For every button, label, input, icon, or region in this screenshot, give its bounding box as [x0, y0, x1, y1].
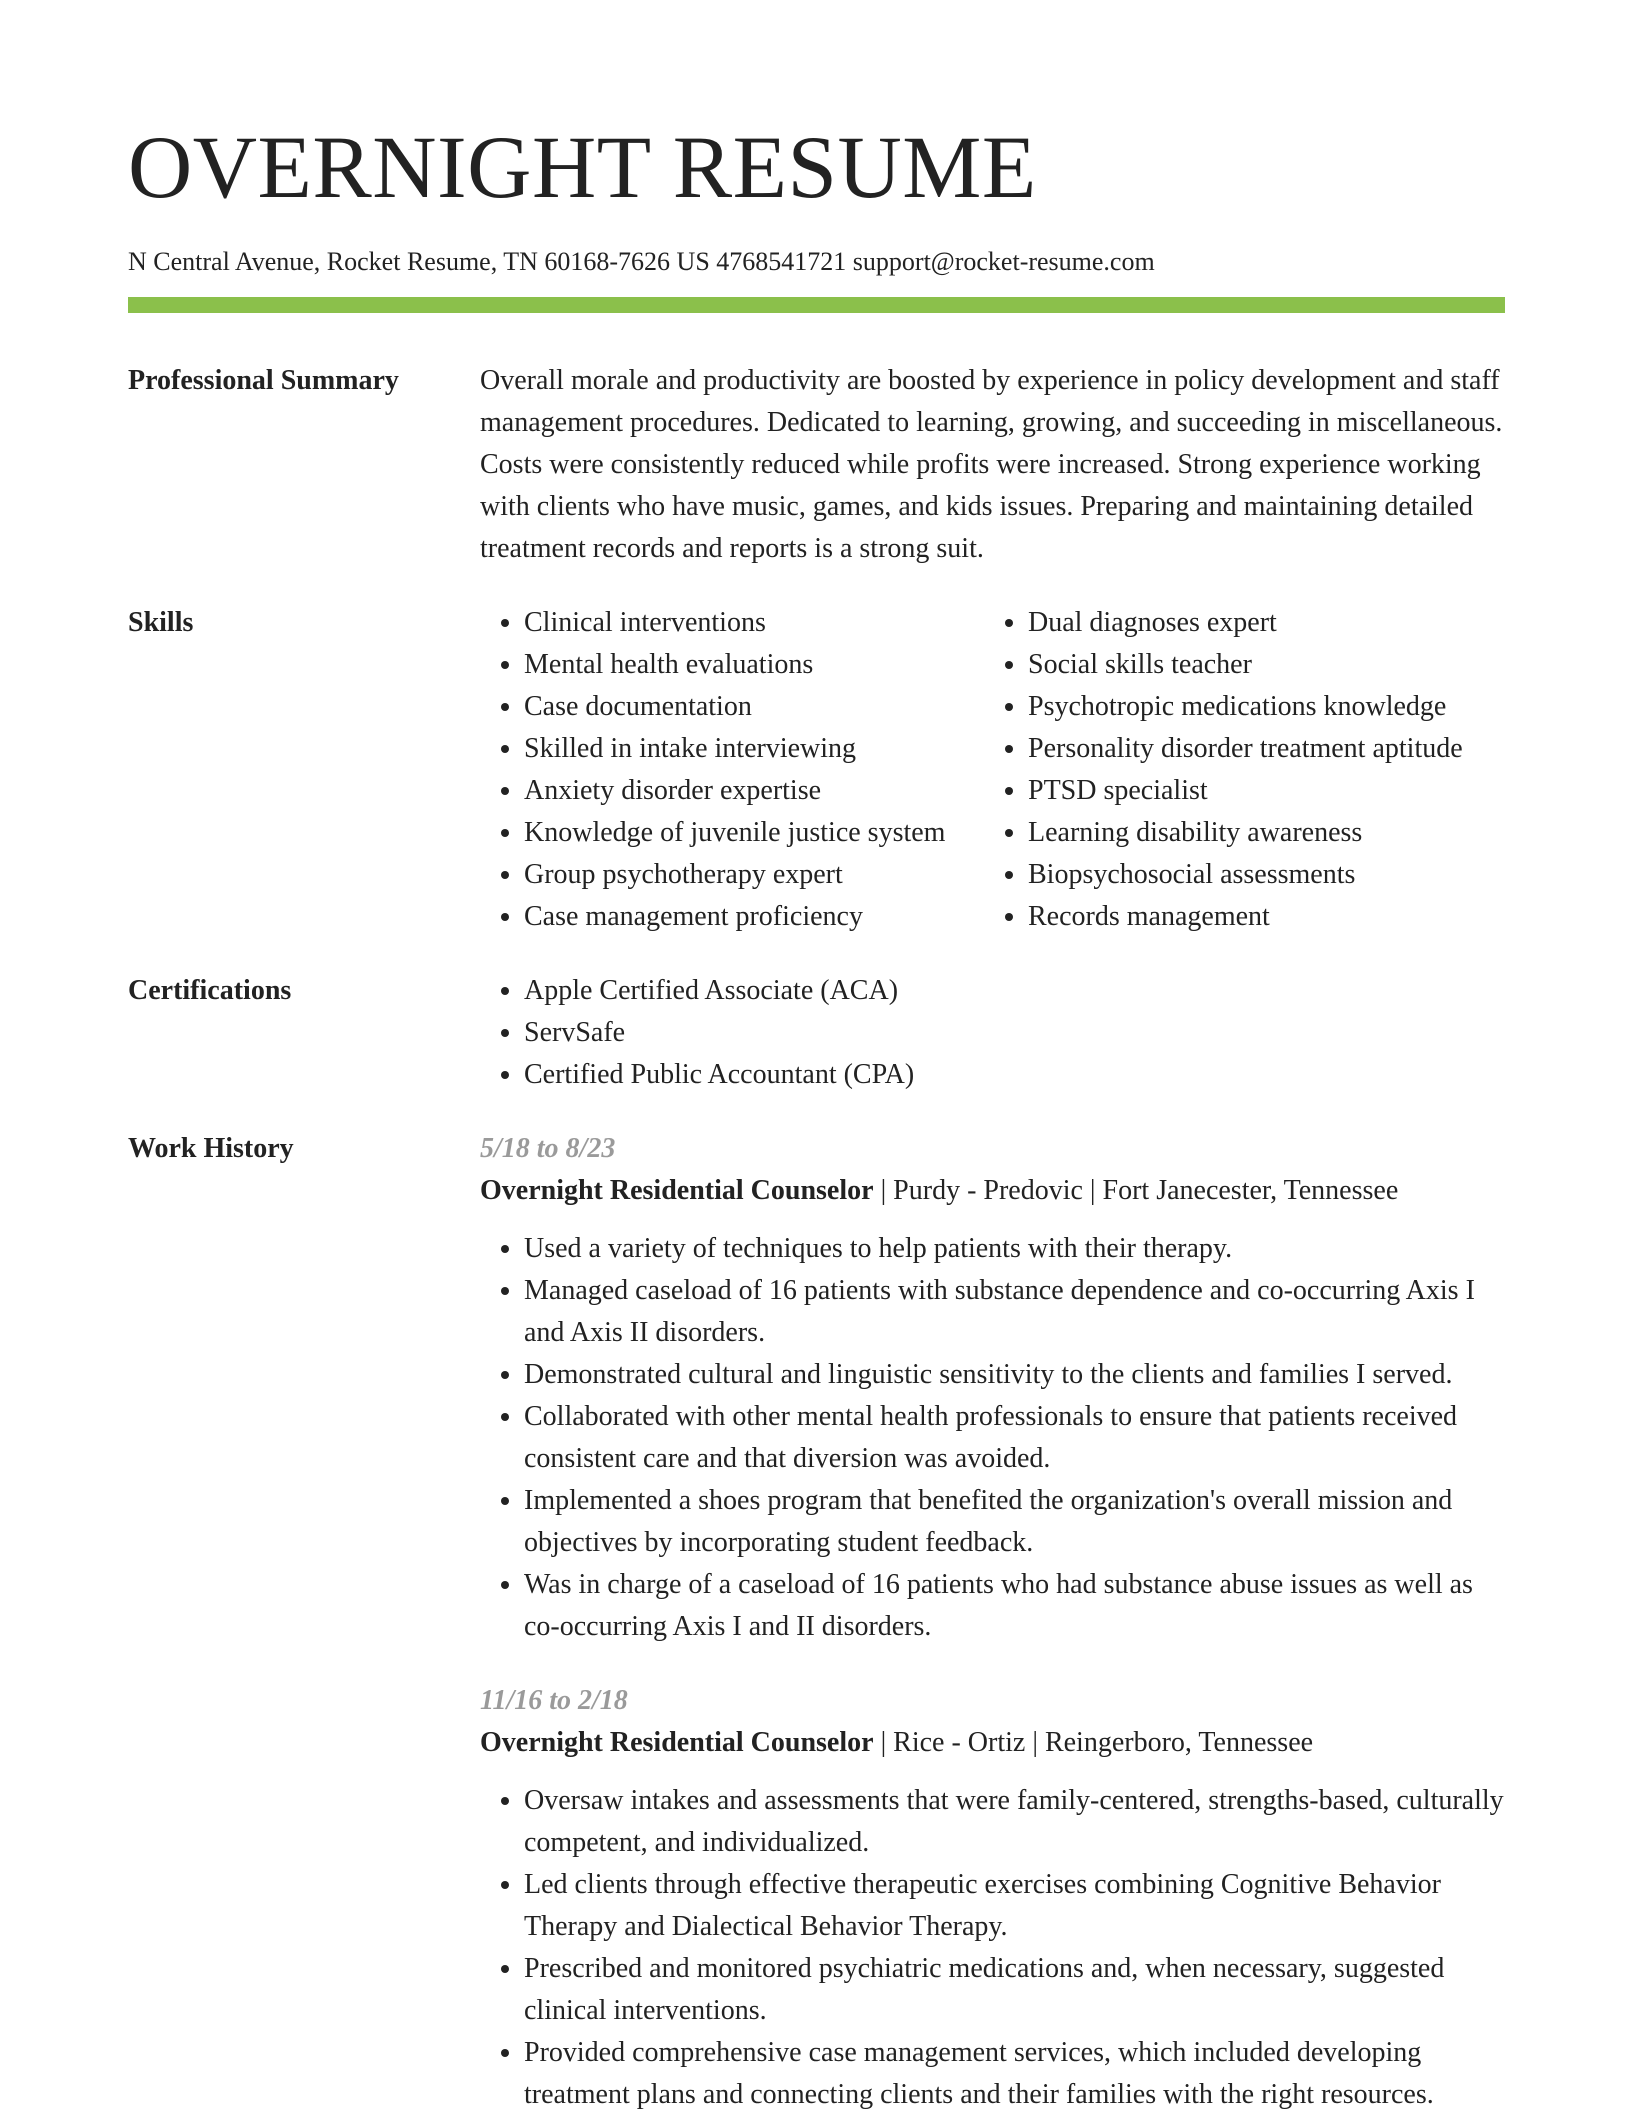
job-title: Overnight Residential Counselor — [480, 1175, 874, 1207]
skills-list-left — [480, 602, 984, 938]
skill-item: • Psychotropic medications knowledge — [1028, 686, 1505, 728]
job-dates: 11/16 to 2/18 — [480, 1685, 628, 1717]
section-title: Professional Summary — [128, 365, 399, 397]
section-skills — [128, 602, 1505, 938]
job-header — [480, 1170, 1505, 1212]
job-bullet: • Was in charge of a caseload of 16 patients who had substance abuse issues as well as co-occurring Axis I and II disorders. — [524, 1564, 1505, 1648]
job-entry — [480, 1128, 1505, 1648]
job-company-location: | Purdy - Predovic | Fort Janecester, Tennessee — [873, 1175, 1399, 1207]
skill-item: • Mental health evaluations — [524, 644, 984, 686]
certification-item: • Apple Certified Associate (ACA) — [524, 970, 1505, 1012]
job-title: Overnight Residential Counselor — [480, 1727, 874, 1759]
work-history-body — [480, 1128, 1505, 2116]
job-dates: 5/18 to 8/23 — [480, 1133, 616, 1165]
certifications-list — [480, 970, 1505, 1096]
resume-name: OVERNIGHT RESUME — [128, 119, 1037, 217]
skill-item: • Personality disorder treatment aptitude — [1028, 728, 1505, 770]
skills-list-right — [984, 602, 1505, 938]
job-bullet: • Collaborated with other mental health professionals to ensure that patients received consistent care and that diversion was avoided. — [524, 1396, 1505, 1480]
accent-rule — [128, 297, 1505, 313]
skill-item: • Biopsychosocial assessments — [1028, 854, 1505, 896]
job-entry — [480, 1680, 1505, 2116]
section-professional-summary — [128, 360, 1505, 570]
job-bullet: • Oversaw intakes and assessments that were family-centered, strengths-based, culturally competent, and individualized. — [524, 1780, 1505, 1864]
section-certifications — [128, 970, 1505, 1096]
skills-columns — [480, 602, 1505, 938]
job-bullet: • Led clients through effective therapeutic exercises combining Cognitive Behavior Therapy and Dialectical Behavior Therapy. — [524, 1864, 1505, 1948]
skill-item: • Dual diagnoses expert — [1028, 602, 1505, 644]
section-title: Skills — [128, 607, 194, 639]
skill-item: • Learning disability awareness — [1028, 812, 1505, 854]
skill-item: • Skilled in intake interviewing — [524, 728, 984, 770]
job-bullet: • Used a variety of techniques to help patients with their therapy. — [524, 1228, 1505, 1270]
job-header — [480, 1722, 1505, 1764]
job-bullet: • Prescribed and monitored psychiatric medications and, when necessary, suggested clinical interventions. — [524, 1948, 1505, 2032]
skill-item: • Knowledge of juvenile justice system — [524, 812, 984, 854]
skill-item: • Anxiety disorder expertise — [524, 770, 984, 812]
skill-item: • Case management proficiency — [524, 896, 984, 938]
job-bullets — [480, 1780, 1505, 2116]
job-bullet: • Demonstrated cultural and linguistic sensitivity to the clients and families I served. — [524, 1354, 1505, 1396]
skill-item: • Records management — [1028, 896, 1505, 938]
summary-text: Overall morale and productivity are boosted by experience in policy development and staff management procedures. Dedicated to learning, growing, and succeeding in miscellaneous. Costs were consistently reduced while profits were increased. Strong experience working with clients who have music, games, and kids issues. Preparing and maintaining detailed treatment records and reports is a strong suit. — [480, 365, 1503, 565]
certification-item: • Certified Public Accountant (CPA) — [524, 1054, 1505, 1096]
certifications-body — [480, 970, 1505, 1096]
skill-item: • Social skills teacher — [1028, 644, 1505, 686]
job-bullets — [480, 1228, 1505, 1648]
section-title: Work History — [128, 1133, 294, 1165]
job-company-location: | Rice - Ortiz | Reingerboro, Tennessee — [873, 1727, 1314, 1759]
skill-item: • Clinical interventions — [524, 602, 984, 644]
skill-item: • Case documentation — [524, 686, 984, 728]
skill-item: • PTSD specialist — [1028, 770, 1505, 812]
job-bullet: • Implemented a shoes program that benefited the organization's overall mission and objectives by incorporating student feedback. — [524, 1480, 1505, 1564]
contact-line: N Central Avenue, Rocket Resume, TN 60168-7626 US 4768541721 support@rocket-resume.com — [128, 247, 1155, 276]
skill-item: • Group psychotherapy expert — [524, 854, 984, 896]
section-work-history — [128, 1128, 1505, 2116]
certification-item: • ServSafe — [524, 1012, 1505, 1054]
job-bullet: • Provided comprehensive case management services, which included developing treatment plans and connecting clients and their families with the right resources. — [524, 2032, 1505, 2116]
section-title: Certifications — [128, 975, 292, 1007]
job-bullet: • Managed caseload of 16 patients with substance dependence and co-occurring Axis I and Axis II disorders. — [524, 1270, 1505, 1354]
